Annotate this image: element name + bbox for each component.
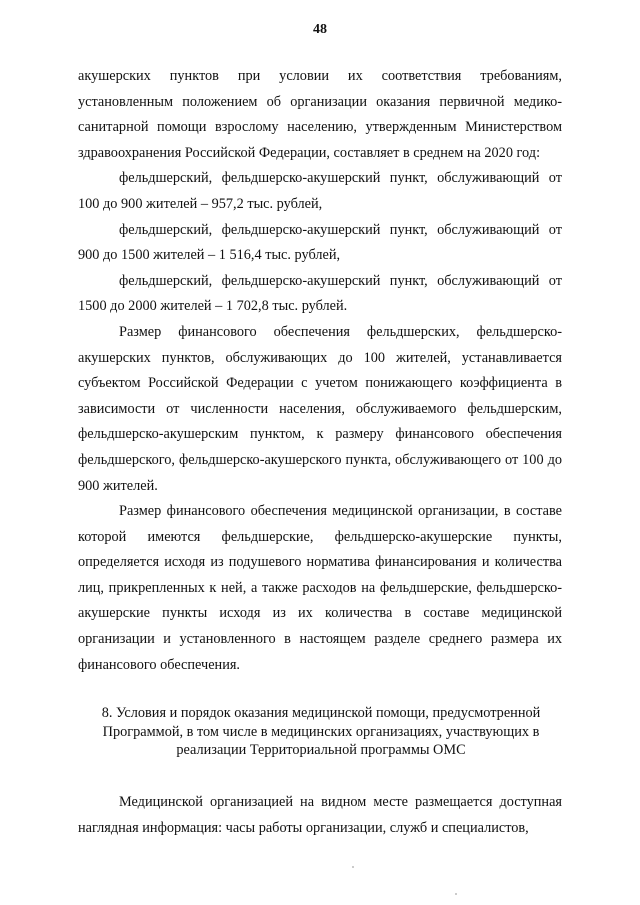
section-body-text: [78, 790, 562, 841]
paragraph-fap-900-1500: фельдшерский, фельдшерско-акушерский пункт, обслуживающий от 900 до 1500 жителей – 1 516,4 тыс. рублей,: [78, 221, 562, 264]
paragraph-continuation: акушерских пунктов при условии их соответствия требованиям, установленным положением об организации оказания первичной медико-санитарной помощи взрослому населению, утвержденным Министерством здравоохранения Российской Федерации, составляет в среднем на 2020 год:: [78, 68, 562, 161]
section-heading: 8. Условия и порядок оказания медицинской помощи, предусмотренной Программой, в том числе в медицинских организациях, участвующих в реализации Территориальной программы ОМС: [101, 705, 541, 758]
paragraph-fap-100-900: фельдшерский, фельдшерско-акушерский пункт, обслуживающий от 100 до 900 жителей – 957,2 тыс. рублей,: [78, 170, 562, 212]
body-text-block: [78, 64, 562, 678]
scan-artifact-dot: [352, 866, 354, 868]
paragraph-fap-under-100: Размер финансового обеспечения фельдшерских, фельдшерско-акушерских пунктов, обслуживающих до 100 жителей, устанавливается субъектом Российской Федерации с учетом понижающего коэффициента в зависимости от численности населения, обслуживаемого фельдшерским, фельдшерско-акушерским пунктом, к размеру финансового обеспечения фельдшерского, фельдшерско-акушерского пункта, обслуживающего от 100 до 900 жителей.: [78, 323, 562, 494]
scan-artifact-dot: [455, 893, 457, 895]
page-number: 48: [313, 22, 327, 37]
section-paragraph: Медицинской организацией на видном месте размещается доступная наглядная информация: часы работы организации, служб и специалистов,: [78, 794, 562, 836]
paragraph-fap-1500-2000: фельдшерский, фельдшерско-акушерский пункт, обслуживающий от 1500 до 2000 жителей – 1 702,8 тыс. рублей.: [78, 272, 562, 315]
paragraph-organization-financing: Размер финансового обеспечения медицинской организации, в составе которой имеются фельдшерские, фельдшерско-акушерские пункты, определяется исходя из подушевого норматива финансирования и количества лиц, прикрепленных к ней, а также расходов на фельдшерские, фельдшерско-акушерские пункты исходя из их количества в составе медицинской организации и установленного в настоящем разделе среднего размера их финансового обеспечения.: [78, 503, 562, 673]
